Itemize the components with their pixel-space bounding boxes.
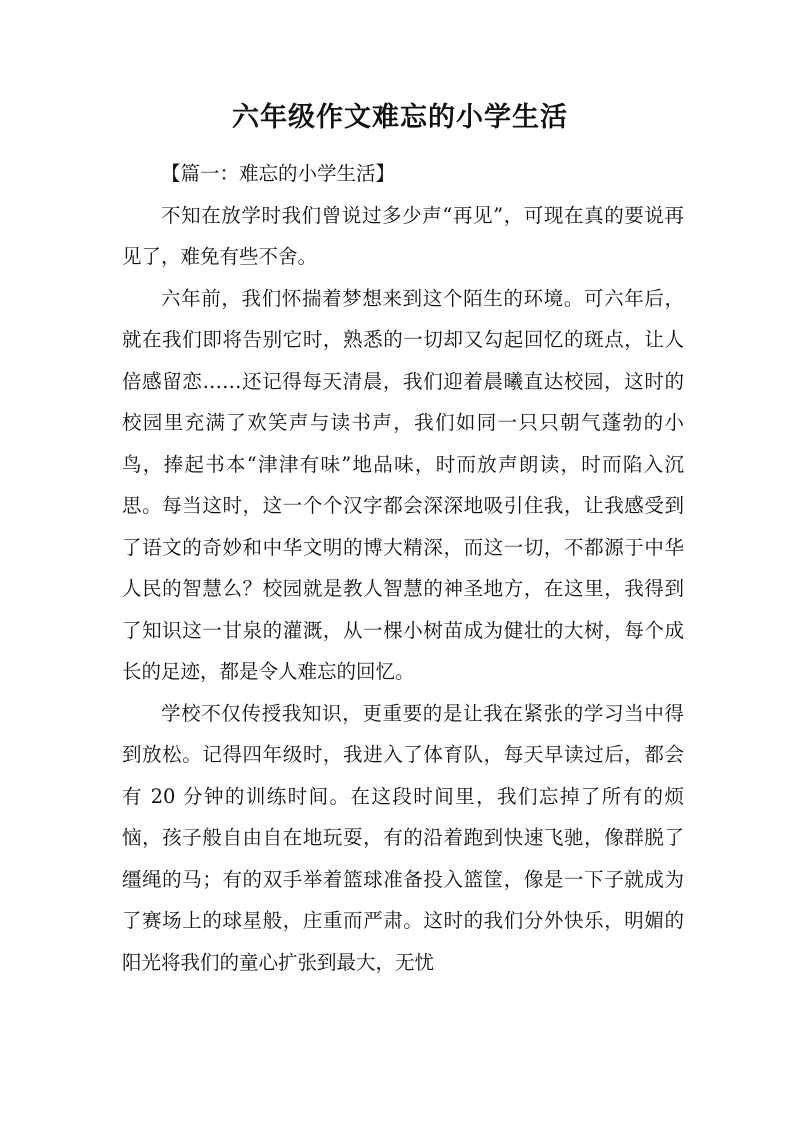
paragraph: 学校不仅传授我知识，更重要的是让我在紧张的学习当中得到放松。记得四年级时，我进入了体育队，每天早读过后，都会有 20 分钟的训练时间。在这段时间里，我们忘掉了所有的烦恼，孩子般自由自在地玩耍，有的沿着跑到快速飞驰，像群脱了缰绳的马；有的双手举着篮球准备投入篮筐，像是一下子就成为了赛场上的球星般，庄重而严肃。这时的我们分外快乐，明媚的阳光将我们的童心扩张到最大，无忧 <box>122 701 684 974</box>
document-body <box>122 153 684 983</box>
section-heading: 【篇一：难忘的小学生活】 <box>161 162 396 185</box>
paragraph: 六年前，我们怀揣着梦想来到这个陌生的环境。可六年后，就在我们即将告别它时，熟悉的一切却又勾起回忆的斑点，让人倍感留恋……还记得每天清晨，我们迎着晨曦直达校园，这时的校园里充满了欢笑声与读书声，我们如同一只只朝气蓬勃的小鸟，捧起书本“津津有味”地品味，时而放声朗读，时而陷入沉思。每当这时，这一个个汉字都会深深地吸引住我，让我感受到了语文的奇妙和中华文明的博大精深，而这一切，不都源于中华人民的智慧么？校园就是教人智慧的神圣地方，在这里，我得到了知识这一甘泉的灌溉，从一棵小树苗成为健壮的大树，每个成长的足迹，都是令人难忘的回忆。 <box>122 286 684 683</box>
paragraph: 不知在放学时我们曾说过多少声“再见”，可现在真的要说再见了，难免有些不舍。 <box>122 203 684 268</box>
document-title: 六年级作文难忘的小学生活 <box>232 102 568 133</box>
